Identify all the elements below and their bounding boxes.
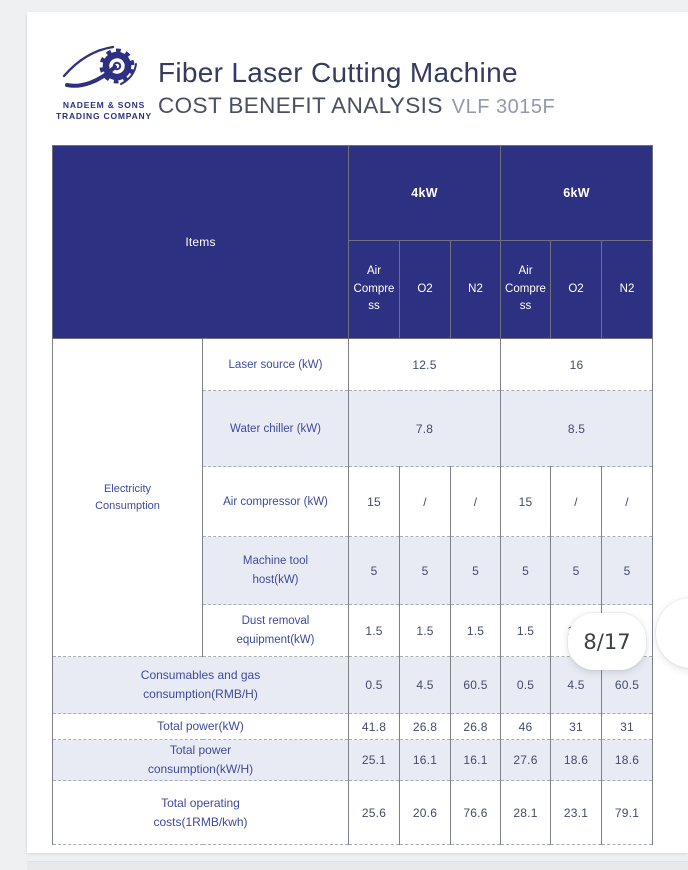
- header-group-4kw: 4kW: [349, 146, 501, 241]
- row-label-cell: [53, 740, 349, 781]
- value-cell: 5: [501, 537, 551, 605]
- value-cell: 16: [501, 339, 653, 391]
- value-cell: 26.8: [400, 714, 451, 740]
- value-cell: 79.1: [602, 781, 653, 845]
- brand-name-line1: NADEEM & SONS: [62, 100, 146, 110]
- value-cell: 20.6: [400, 781, 451, 845]
- value-cell: 60.5: [451, 657, 501, 714]
- row-label: Total power(kW): [157, 718, 244, 733]
- value-cell: 28.1: [501, 781, 551, 845]
- table-row: [53, 339, 653, 391]
- value-cell: /: [551, 467, 602, 537]
- header-sub-col: Air Compress: [501, 241, 551, 339]
- table-body: [53, 339, 653, 845]
- page-subtitle: COST BENEFIT ANALYSIS: [158, 93, 443, 119]
- header-items: Items: [53, 146, 349, 339]
- value-cell: 46: [501, 714, 551, 740]
- value-cell: 4.5: [551, 657, 602, 714]
- page-indicator-text: 8/17: [583, 629, 631, 654]
- brand-name-line2: TRADING COMPANY: [56, 110, 152, 121]
- value-cell: 7.8: [349, 391, 501, 467]
- row-label-cell: [53, 714, 349, 740]
- value-cell: 5: [349, 537, 400, 605]
- table-row: [53, 781, 653, 845]
- header-sub-col: N2: [451, 241, 501, 339]
- company-logo: [45, 40, 163, 121]
- cost-benefit-table: [52, 145, 653, 845]
- row-label-cell: [203, 391, 349, 467]
- table-row: [53, 657, 653, 714]
- document-page: [27, 12, 688, 853]
- row-label: Machine tool host(kW): [242, 555, 309, 586]
- value-cell: 0.5: [349, 657, 400, 714]
- row-label-cell: [203, 605, 349, 657]
- value-cell: 15: [501, 467, 551, 537]
- row-group-label: Electricity Consumption: [95, 483, 160, 512]
- header-group-6kw: 6kW: [501, 146, 653, 241]
- value-cell: 27.6: [501, 740, 551, 781]
- value-cell: 1.5: [451, 605, 501, 657]
- value-cell: 18.6: [602, 740, 653, 781]
- header-sub-col: N2: [602, 241, 653, 339]
- value-cell: /: [602, 467, 653, 537]
- value-cell: 76.6: [451, 781, 501, 845]
- table-row: [53, 740, 653, 781]
- row-label: Dust removal equipment(kW): [236, 615, 315, 646]
- value-cell: 31: [602, 714, 653, 740]
- value-cell: /: [451, 467, 501, 537]
- value-cell: 5: [551, 537, 602, 605]
- value-cell: 15: [349, 467, 400, 537]
- page-title: Fiber Laser Cutting Machine: [158, 57, 518, 88]
- table-header-row-groups: [53, 146, 653, 241]
- row-label: Total operating costs(1RMB/kwh): [153, 795, 248, 829]
- header-sub-col: O2: [551, 241, 602, 339]
- row-group-label-cell: [53, 339, 203, 657]
- value-cell: 1.5: [349, 605, 400, 657]
- row-label-cell: [203, 537, 349, 605]
- next-page-edge: [27, 861, 688, 870]
- brand-name: [45, 100, 163, 121]
- table-row: [53, 714, 653, 740]
- page-indicator-badge: [568, 613, 646, 670]
- row-label: Laser source (kW): [228, 358, 323, 371]
- value-cell: 5: [602, 537, 653, 605]
- value-cell: /: [400, 467, 451, 537]
- row-label: Air compressor (kW): [223, 495, 328, 508]
- model-label: VLF 3015F: [451, 96, 556, 119]
- value-cell: 25.1: [349, 740, 400, 781]
- value-cell: 60.5: [602, 657, 653, 714]
- header-sub-col: O2: [400, 241, 451, 339]
- value-cell: 12.5: [349, 339, 501, 391]
- value-cell: 23.1: [551, 781, 602, 845]
- value-cell: 1.5: [400, 605, 451, 657]
- gear-swoosh-icon: [61, 40, 147, 98]
- value-cell: 26.8: [451, 714, 501, 740]
- value-cell: 41.8: [349, 714, 400, 740]
- row-label: Water chiller (kW): [230, 422, 321, 435]
- value-cell: 0.5: [501, 657, 551, 714]
- row-label: Total power consumption(kW/H): [147, 743, 254, 777]
- row-label-cell: [203, 339, 349, 391]
- row-label: Consumables and gas consumption(RMB/H): [140, 667, 261, 701]
- value-cell: 16.1: [451, 740, 501, 781]
- header-sub-col: Air Compress: [349, 241, 400, 339]
- row-label-cell: [53, 781, 349, 845]
- row-label-cell: [53, 657, 349, 714]
- value-cell: 16.1: [400, 740, 451, 781]
- value-cell: 5: [400, 537, 451, 605]
- value-cell: 31: [551, 714, 602, 740]
- value-cell: 1.5: [501, 605, 551, 657]
- value-cell: 18.6: [551, 740, 602, 781]
- title-block: [158, 57, 555, 119]
- value-cell: 4.5: [400, 657, 451, 714]
- row-label-cell: [203, 467, 349, 537]
- value-cell: 25.6: [349, 781, 400, 845]
- value-cell: 8.5: [501, 391, 653, 467]
- value-cell: 5: [451, 537, 501, 605]
